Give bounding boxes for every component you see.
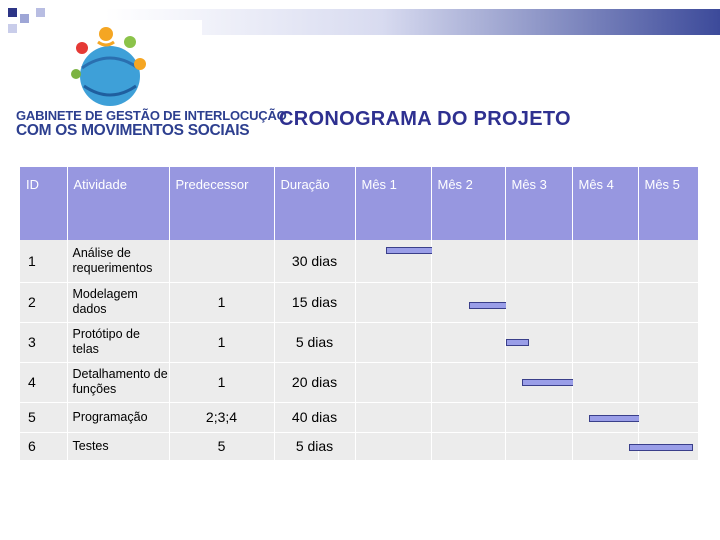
cell-month-2 bbox=[431, 402, 505, 432]
gantt-bar bbox=[629, 444, 693, 451]
cell-month-4 bbox=[572, 240, 638, 282]
cell-activity: Análise de requerimentos bbox=[67, 240, 169, 282]
cell-month-2 bbox=[431, 322, 505, 362]
cell-duration: 40 dias bbox=[274, 402, 355, 432]
cell-month-5 bbox=[638, 240, 698, 282]
cell-id: 6 bbox=[20, 432, 67, 460]
cell-activity: Detalhamento de funções bbox=[67, 362, 169, 402]
table-row bbox=[20, 402, 698, 432]
cell-month-4 bbox=[572, 402, 638, 432]
cell-month-5 bbox=[638, 282, 698, 322]
table-row bbox=[20, 432, 698, 460]
logo-text bbox=[16, 108, 287, 138]
cell-predecessor: 1 bbox=[169, 362, 274, 402]
cell-month-3 bbox=[505, 402, 572, 432]
cell-month-3 bbox=[505, 322, 572, 362]
cell-month-5 bbox=[638, 322, 698, 362]
cell-id: 1 bbox=[20, 240, 67, 282]
cell-duration: 30 dias bbox=[274, 240, 355, 282]
cell-month-1 bbox=[355, 432, 431, 460]
cell-month-4 bbox=[572, 322, 638, 362]
header-duration: Duração bbox=[274, 167, 355, 240]
decor-square bbox=[8, 8, 17, 17]
cell-month-1 bbox=[355, 362, 431, 402]
cell-month-3 bbox=[505, 432, 572, 460]
header-month-3: Mês 3 bbox=[505, 167, 572, 240]
cell-predecessor: 2;3;4 bbox=[169, 402, 274, 432]
cell-activity: Protótipo de telas bbox=[67, 322, 169, 362]
header-month-1: Mês 1 bbox=[355, 167, 431, 240]
cell-id: 5 bbox=[20, 402, 67, 432]
cell-month-4 bbox=[572, 362, 638, 402]
header-month-5: Mês 5 bbox=[638, 167, 698, 240]
decor-square bbox=[36, 8, 45, 17]
cell-month-3 bbox=[505, 282, 572, 322]
cell-month-4 bbox=[572, 282, 638, 322]
cell-predecessor bbox=[169, 240, 274, 282]
cell-month-1 bbox=[355, 240, 431, 282]
table-header-row bbox=[20, 167, 698, 240]
cell-id: 2 bbox=[20, 282, 67, 322]
cell-month-2 bbox=[431, 362, 505, 402]
header-id: ID bbox=[20, 167, 67, 240]
cell-month-2 bbox=[431, 432, 505, 460]
cell-activity: Modelagem dados bbox=[67, 282, 169, 322]
cell-month-1 bbox=[355, 402, 431, 432]
cell-duration: 5 dias bbox=[274, 432, 355, 460]
cell-month-5 bbox=[638, 362, 698, 402]
cell-month-2 bbox=[431, 240, 505, 282]
table-row bbox=[20, 282, 698, 322]
cell-month-1 bbox=[355, 282, 431, 322]
cell-duration: 15 dias bbox=[274, 282, 355, 322]
cell-id: 4 bbox=[20, 362, 67, 402]
table-row bbox=[20, 362, 698, 402]
cell-month-2 bbox=[431, 282, 505, 322]
logo-line-2: COM OS MOVIMENTOS SOCIAIS bbox=[16, 122, 250, 139]
header-month-2: Mês 2 bbox=[431, 167, 505, 240]
cell-id: 3 bbox=[20, 322, 67, 362]
cell-predecessor: 1 bbox=[169, 322, 274, 362]
cell-predecessor: 1 bbox=[169, 282, 274, 322]
cell-month-5 bbox=[638, 402, 698, 432]
cell-predecessor: 5 bbox=[169, 432, 274, 460]
cell-activity: Testes bbox=[67, 432, 169, 460]
decor-square bbox=[20, 14, 29, 23]
header-predecessor: Predecessor bbox=[169, 167, 274, 240]
table-row bbox=[20, 322, 698, 362]
header-activity: Atividade bbox=[67, 167, 169, 240]
logo-line-1: GABINETE DE GESTÃO DE INTERLOCUÇÃO bbox=[16, 108, 287, 123]
cell-activity: Programação bbox=[67, 402, 169, 432]
cell-duration: 5 dias bbox=[274, 322, 355, 362]
cell-duration: 20 dias bbox=[274, 362, 355, 402]
gantt-bar bbox=[506, 339, 529, 346]
cell-month-1 bbox=[355, 322, 431, 362]
schedule-table bbox=[20, 167, 699, 461]
cell-month-3 bbox=[505, 362, 572, 402]
cell-month-5 bbox=[638, 432, 698, 460]
cell-month-3 bbox=[505, 240, 572, 282]
header-month-4: Mês 4 bbox=[572, 167, 638, 240]
page-title: CRONOGRAMA DO PROJETO bbox=[279, 108, 571, 130]
gantt-bar bbox=[522, 379, 574, 386]
table-row bbox=[20, 240, 698, 282]
